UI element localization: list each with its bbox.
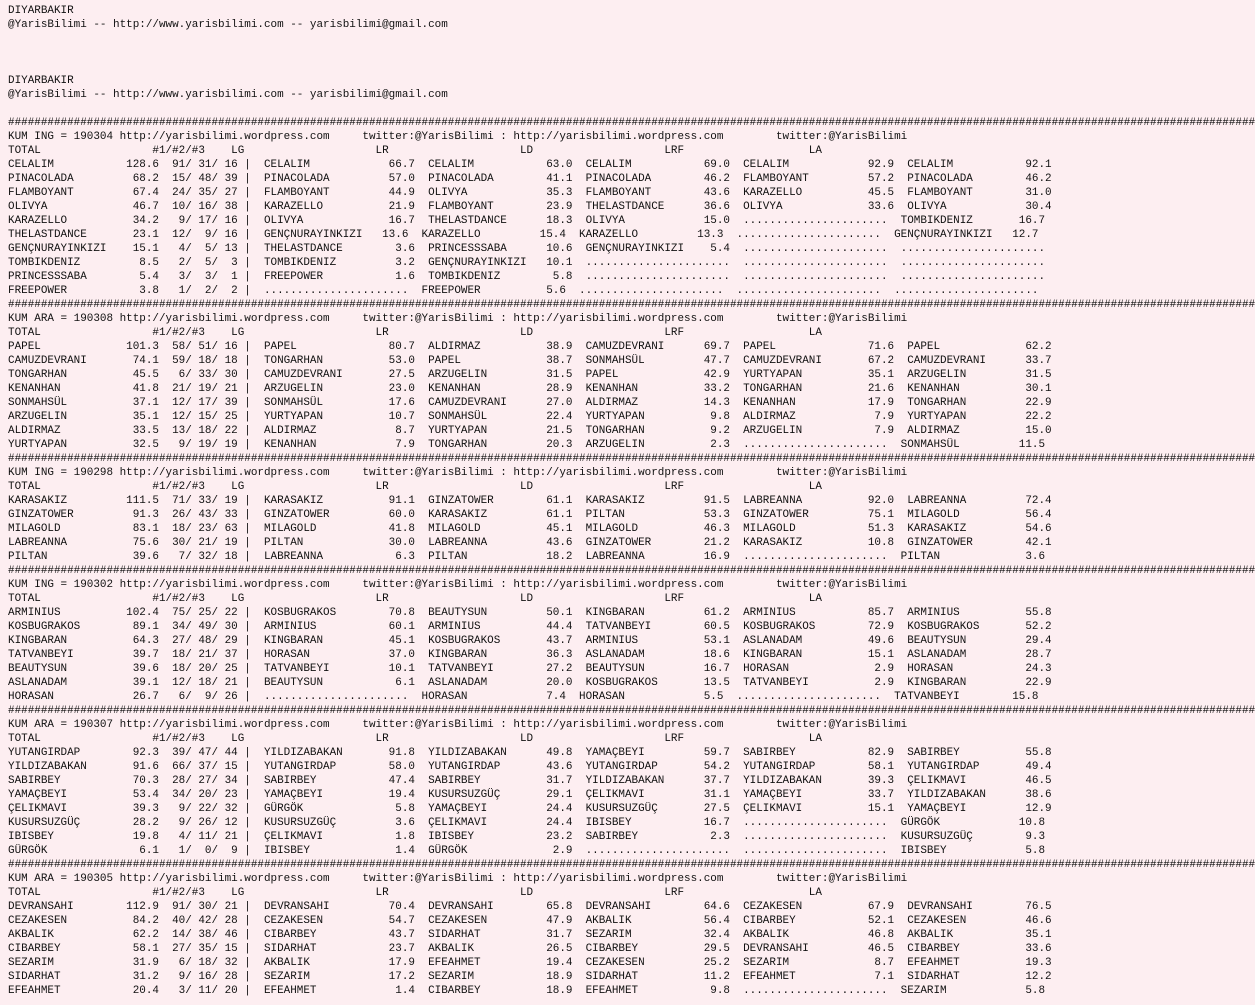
race-title: KUM ARA = 190305 http://yarisbilimi.wordpress.com twitter:@YarisBilimi : http://yarisbilimi.wordpress.com twitter:@YarisBilimi <box>8 873 908 885</box>
table-row: PRINCESSSABA 5.4 3/ 3/ 1 | FREEPOWER 1.6 TOMBIKDENIZ 5.8 ...................... ...................... ...................... <box>8 271 1046 283</box>
table-row: SIDARHAT 31.2 9/ 16/ 28 | SEZARIM 17.2 SEZARIM 18.9 SIDARHAT 11.2 EFEAHMET 7.1 SIDARHAT 12.2 <box>8 971 1052 983</box>
table-row: ALDIRMAZ 33.5 13/ 18/ 22 | ALDIRMAZ 8.7 YURTYAPAN 21.5 TONGARHAN 9.2 ARZUGELIN 7.9 ALDIRMAZ 15.0 <box>8 425 1052 437</box>
table-row: PAPEL 101.3 58/ 51/ 16 | PAPEL 80.7 ALDIRMAZ 38.9 CAMUZDEVRANI 69.7 PAPEL 71.6 PAPEL 62.2 <box>8 341 1052 353</box>
column-header: TOTAL #1/#2/#3 LG LR LD LRF LA <box>8 327 822 339</box>
race-sections <box>8 116 1255 998</box>
separator-line: ############################################################################################################################################################################################## <box>8 299 1255 311</box>
table-row: SEZARIM 31.9 6/ 18/ 32 | AKBALIK 17.9 EFEAHMET 19.4 CEZAKESEN 25.2 SEZARIM 8.7 EFEAHMET 19.3 <box>8 957 1052 969</box>
table-row: KARAZELLO 34.2 9/ 17/ 16 | OLIVYA 16.7 THELASTDANCE 18.3 OLIVYA 15.0 ...................... TOMBIKDENIZ 16.7 <box>8 215 1046 227</box>
table-row: OLIVYA 46.7 10/ 16/ 38 | KARAZELLO 21.9 FLAMBOYANT 23.9 THELASTDANCE 36.6 OLIVYA 33.6 OLIVYA 30.4 <box>8 201 1052 213</box>
table-row: BEAUTYSUN 39.6 18/ 20/ 25 | TATVANBEYI 10.1 TATVANBEYI 27.2 BEAUTYSUN 16.7 HORASAN 2.9 HORASAN 24.3 <box>8 663 1052 675</box>
table-row: TOMBIKDENIZ 8.5 2/ 5/ 3 | TOMBIKDENIZ 3.2 GENÇNURAYINKIZI 10.1 ...................... ...................... ...................... <box>8 257 1046 269</box>
column-header: TOTAL #1/#2/#3 LG LR LD LRF LA <box>8 887 822 899</box>
column-header: TOTAL #1/#2/#3 LG LR LD LRF LA <box>8 145 822 157</box>
header-city: DIYARBAKIR <box>8 75 74 87</box>
table-row: LABREANNA 75.6 30/ 21/ 19 | PILTAN 30.0 LABREANNA 43.6 GINZATOWER 21.2 KARASAKIZ 10.8 GINZATOWER 42.1 <box>8 537 1052 549</box>
blank-line <box>8 32 1080 46</box>
table-row: CELALIM 128.6 91/ 31/ 16 | CELALIM 66.7 CELALIM 63.0 CELALIM 69.0 CELALIM 92.9 CELALIM 92.1 <box>8 159 1052 171</box>
separator-line: ############################################################################################################################################################################################## <box>8 453 1255 465</box>
race-title: KUM ING = 190302 http://yarisbilimi.wordpress.com twitter:@YarisBilimi : http://yarisbilimi.wordpress.com twitter:@YarisBilimi <box>8 579 908 591</box>
table-row: GINZATOWER 91.3 26/ 43/ 33 | GINZATOWER 60.0 KARASAKIZ 61.1 PILTAN 53.3 GINZATOWER 75.1 MILAGOLD 56.4 <box>8 509 1052 521</box>
separator-line: ############################################################################################################################################################################################## <box>8 565 1255 577</box>
race-title: KUM ARA = 190307 http://yarisbilimi.wordpress.com twitter:@YarisBilimi : http://yarisbilimi.wordpress.com twitter:@YarisBilimi <box>8 719 908 731</box>
table-row: CIBARBEY 58.1 27/ 35/ 15 | SIDARHAT 23.7 AKBALIK 26.5 CIBARBEY 29.5 DEVRANSAHI 46.5 CIBARBEY 33.6 <box>8 943 1052 955</box>
table-row: HORASAN 26.7 6/ 9/ 26 | ...................... HORASAN 7.4 HORASAN 5.5 ...................... TATVANBEYI 15.8 <box>8 691 1039 703</box>
table-row: KINGBARAN 64.3 27/ 48/ 29 | KINGBARAN 45.1 KOSBUGRAKOS 43.7 ARMINIUS 53.1 ASLANADAM 49.6 BEAUTYSUN 29.4 <box>8 635 1052 647</box>
header-contact: @YarisBilimi -- http://www.yarisbilimi.com -- yarisbilimi@gmail.com <box>8 19 448 31</box>
table-row: KARASAKIZ 111.5 71/ 33/ 19 | KARASAKIZ 91.1 GINZATOWER 61.1 KARASAKIZ 91.5 LABREANNA 92.0 LABREANNA 72.4 <box>8 495 1052 507</box>
table-row: KOSBUGRAKOS 89.1 34/ 49/ 30 | ARMINIUS 60.1 ARMINIUS 44.4 TATVANBEYI 60.5 KOSBUGRAKOS 72.9 KOSBUGRAKOS 52.2 <box>8 621 1052 633</box>
table-row: TONGARHAN 45.5 6/ 33/ 30 | CAMUZDEVRANI 27.5 ARZUGELIN 31.5 PAPEL 42.9 YURTYAPAN 35.1 ARZUGELIN 31.5 <box>8 369 1052 381</box>
table-row: KUSURSUZGÜÇ 28.2 9/ 26/ 12 | KUSURSUZGÜÇ 3.6 ÇELIKMAVI 24.4 IBISBEY 16.7 ...................... GÜRGÖK 10.8 <box>8 817 1046 829</box>
table-row: MILAGOLD 83.1 18/ 23/ 63 | MILAGOLD 41.8 MILAGOLD 45.1 MILAGOLD 46.3 MILAGOLD 51.3 KARASAKIZ 54.6 <box>8 523 1052 535</box>
race-title: KUM ING = 190298 http://yarisbilimi.wordpress.com twitter:@YarisBilimi : http://yarisbilimi.wordpress.com twitter:@YarisBilimi <box>8 467 908 479</box>
separator-line: ############################################################################################################################################################################################## <box>8 117 1255 129</box>
table-row: ÇELIKMAVI 39.3 9/ 22/ 32 | GÜRGÖK 5.8 YAMAÇBEYI 24.4 KUSURSUZGÜÇ 27.5 ÇELIKMAVI 15.1 YAMAÇBEYI 12.9 <box>8 803 1052 815</box>
table-row: EFEAHMET 20.4 3/ 11/ 20 | EFEAHMET 1.4 CIBARBEY 18.9 EFEAHMET 9.8 ...................... SEZARIM 5.8 <box>8 985 1046 997</box>
table-row: PILTAN 39.6 7/ 32/ 18 | LABREANNA 6.3 PILTAN 18.2 LABREANNA 16.9 ...................... PILTAN 3.6 <box>8 551 1046 563</box>
table-row: SONMAHSÜL 37.1 12/ 17/ 39 | SONMAHSÜL 17.6 CAMUZDEVRANI 27.0 ALDIRMAZ 14.3 KENANHAN 17.9 TONGARHAN 22.9 <box>8 397 1052 409</box>
column-header: TOTAL #1/#2/#3 LG LR LD LRF LA <box>8 481 822 493</box>
table-row: ARMINIUS 102.4 75/ 25/ 22 | KOSBUGRAKOS 70.8 BEAUTYSUN 50.1 KINGBARAN 61.2 ARMINIUS 85.7 ARMINIUS 55.8 <box>8 607 1052 619</box>
table-row: FLAMBOYANT 67.4 24/ 35/ 27 | FLAMBOYANT 44.9 OLIVYA 35.3 FLAMBOYANT 43.6 KARAZELLO 45.5 FLAMBOYANT 31.0 <box>8 187 1052 199</box>
column-header: TOTAL #1/#2/#3 LG LR LD LRF LA <box>8 733 822 745</box>
table-row: YAMAÇBEYI 53.4 34/ 20/ 23 | YAMAÇBEYI 19.4 KUSURSUZGÜÇ 29.1 ÇELIKMAVI 31.1 YAMAÇBEYI 33.7 YILDIZABAKAN 38.6 <box>8 789 1052 801</box>
table-row: DEVRANSAHI 112.9 91/ 30/ 21 | DEVRANSAHI 70.4 DEVRANSAHI 65.8 DEVRANSAHI 64.6 CEZAKESEN 67.9 DEVRANSAHI 76.5 <box>8 901 1052 913</box>
blank-line <box>8 102 1080 116</box>
header-city: DIYARBAKIR <box>8 5 74 17</box>
header-contact: @YarisBilimi -- http://www.yarisbilimi.com -- yarisbilimi@gmail.com <box>8 89 448 101</box>
table-row: YUTANGIRDAP 92.3 39/ 47/ 44 | YILDIZABAKAN 91.8 YILDIZABAKAN 49.8 YAMAÇBEYI 59.7 SABIRBEY 82.9 SABIRBEY 55.8 <box>8 747 1052 759</box>
blank-line <box>8 60 1080 74</box>
table-row: CAMUZDEVRANI 74.1 59/ 18/ 18 | TONGARHAN 53.0 PAPEL 38.7 SONMAHSÜL 47.7 CAMUZDEVRANI 67.2 CAMUZDEVRANI 33.7 <box>8 355 1052 367</box>
table-row: GENÇNURAYINKIZI 15.1 4/ 5/ 13 | THELASTDANCE 3.6 PRINCESSSABA 10.6 GENÇNURAYINKIZI 5.4 ...................... ...................... <box>8 243 1046 255</box>
table-row: SABIRBEY 70.3 28/ 27/ 34 | SABIRBEY 47.4 SABIRBEY 31.7 YILDIZABAKAN 37.7 YILDIZABAKAN 39.3 ÇELIKMAVI 46.5 <box>8 775 1052 787</box>
table-row: PINACOLADA 68.2 15/ 48/ 39 | PINACOLADA 57.0 PINACOLADA 41.1 PINACOLADA 46.2 FLAMBOYANT 57.2 PINACOLADA 46.2 <box>8 173 1052 185</box>
table-row: TATVANBEYI 39.7 18/ 21/ 37 | HORASAN 37.0 KINGBARAN 36.3 ASLANADAM 18.6 KINGBARAN 15.1 ASLANADAM 28.7 <box>8 649 1052 661</box>
table-row: AKBALIK 62.2 14/ 38/ 46 | CIBARBEY 43.7 SIDARHAT 31.7 SEZARIM 32.4 AKBALIK 46.8 AKBALIK 35.1 <box>8 929 1052 941</box>
table-row: KENANHAN 41.8 21/ 19/ 21 | ARZUGELIN 23.0 KENANHAN 28.9 KENANHAN 33.2 TONGARHAN 21.6 KENANHAN 30.1 <box>8 383 1052 395</box>
table-row: CEZAKESEN 84.2 40/ 42/ 28 | CEZAKESEN 54.7 CEZAKESEN 47.9 AKBALIK 56.4 CIBARBEY 52.1 CEZAKESEN 46.6 <box>8 915 1052 927</box>
table-row: GÜRGÖK 6.1 1/ 0/ 9 | IBISBEY 1.4 GÜRGÖK 2.9 ...................... ...................... IBISBEY 5.8 <box>8 845 1046 857</box>
table-row: THELASTDANCE 23.1 12/ 9/ 16 | GENÇNURAYINKIZI 13.6 KARAZELLO 15.4 KARAZELLO 13.3 ...................... GENÇNURAYINKIZI 12.7 <box>8 229 1039 241</box>
table-row: ASLANADAM 39.1 12/ 18/ 21 | BEAUTYSUN 6.1 ASLANADAM 20.0 KOSBUGRAKOS 13.5 TATVANBEYI 2.9 KINGBARAN 22.9 <box>8 677 1052 689</box>
column-header: TOTAL #1/#2/#3 LG LR LD LRF LA <box>8 593 822 605</box>
separator-line: ############################################################################################################################################################################################## <box>8 705 1255 717</box>
table-row: IBISBEY 19.8 4/ 11/ 21 | ÇELIKMAVI 1.8 IBISBEY 23.2 SABIRBEY 2.3 ...................... KUSURSUZGÜÇ 9.3 <box>8 831 1046 843</box>
race-title: KUM ING = 190304 http://yarisbilimi.wordpress.com twitter:@YarisBilimi : http://yarisbilimi.wordpress.com twitter:@YarisBilimi <box>8 131 908 143</box>
table-row: YURTYAPAN 32.5 9/ 19/ 19 | KENANHAN 7.9 TONGARHAN 20.3 ARZUGELIN 2.3 ...................... SONMAHSÜL 11.5 <box>8 439 1046 451</box>
separator-line: ############################################################################################################################################################################################## <box>8 859 1255 871</box>
table-row: ARZUGELIN 35.1 12/ 15/ 25 | YURTYAPAN 10.7 SONMAHSÜL 22.4 YURTYAPAN 9.8 ALDIRMAZ 7.9 YURTYAPAN 22.2 <box>8 411 1052 423</box>
blank-line <box>8 46 1080 60</box>
race-title: KUM ARA = 190308 http://yarisbilimi.wordpress.com twitter:@YarisBilimi : http://yarisbilimi.wordpress.com twitter:@YarisBilimi <box>8 313 908 325</box>
table-row: YILDIZABAKAN 91.6 66/ 37/ 15 | YUTANGIRDAP 58.0 YUTANGIRDAP 43.6 YUTANGIRDAP 54.2 YUTANGIRDAP 58.1 YUTANGIRDAP 49.4 <box>8 761 1052 773</box>
table-row: FREEPOWER 3.8 1/ 2/ 2 | ...................... FREEPOWER 5.6 ...................... ...................... ...................... <box>8 285 1039 297</box>
